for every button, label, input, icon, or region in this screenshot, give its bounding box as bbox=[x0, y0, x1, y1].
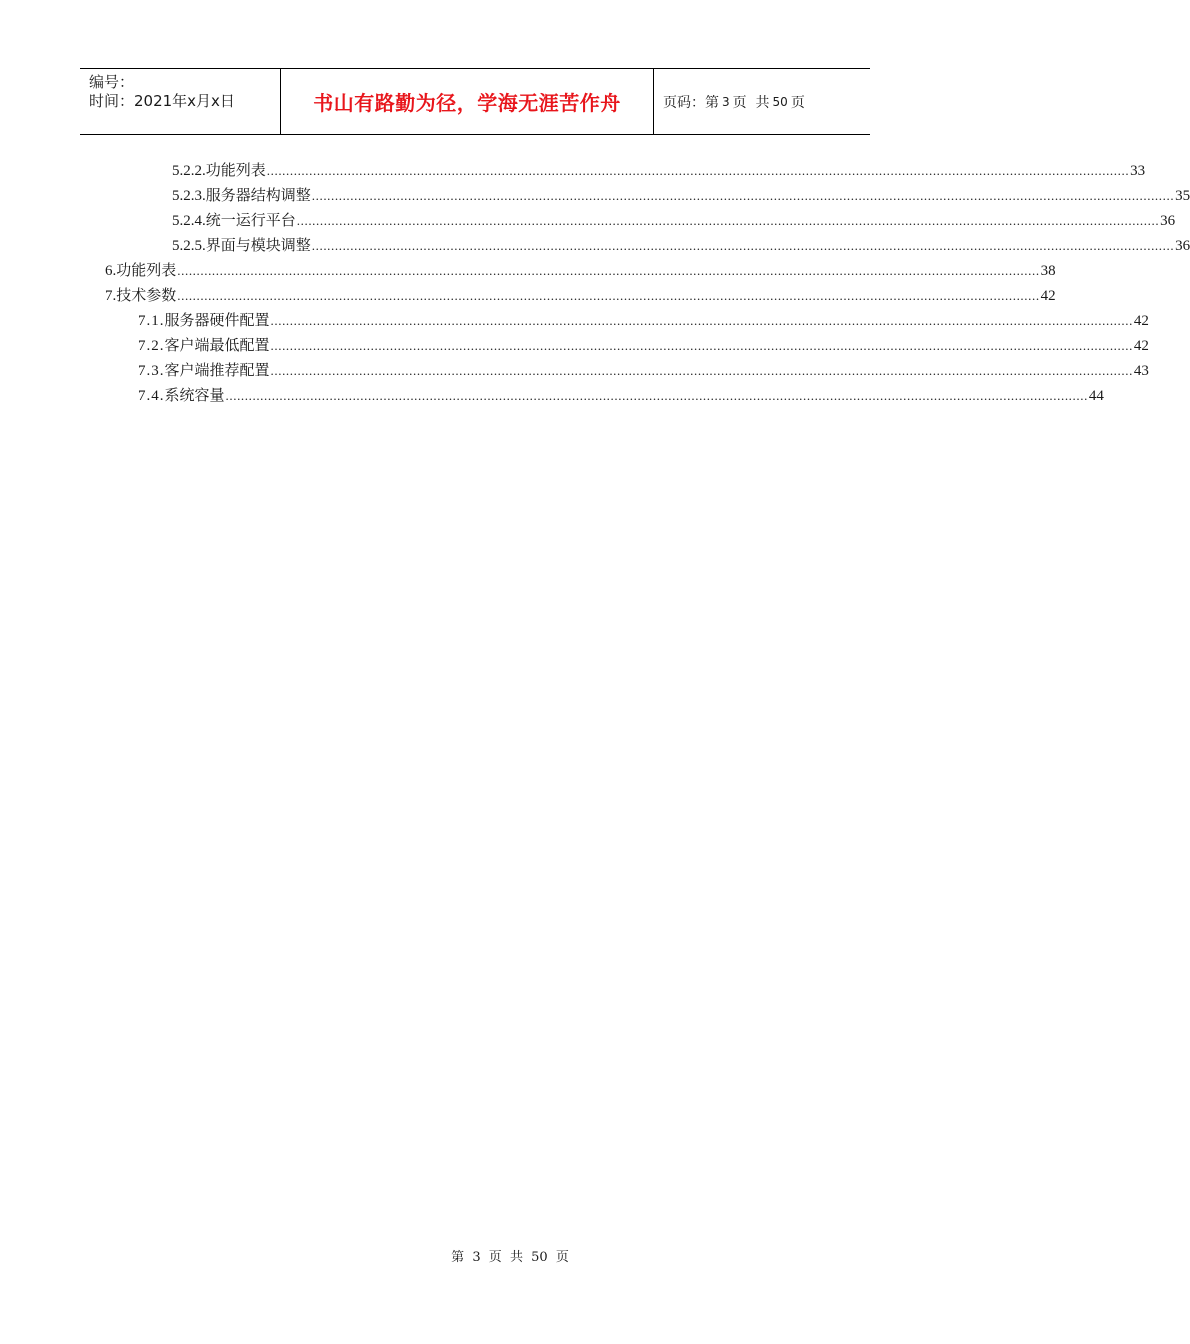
toc-entry-title: 服务器结构调整 bbox=[205, 186, 311, 204]
toc-entry-number: 7.2. bbox=[138, 338, 165, 354]
toc-dot-leader: ................................................................................................................................................................................................................................ bbox=[296, 213, 1160, 228]
toc-entry-number: 7.3. bbox=[138, 363, 165, 379]
toc-entry-title: 技术参数 bbox=[116, 286, 177, 304]
toc-entry-page: 44 bbox=[1088, 388, 1104, 404]
toc-dot-leader: ................................................................................................................................................................................................................................ bbox=[270, 313, 1133, 328]
toc-entry[interactable] bbox=[105, 258, 1056, 282]
header-page-prefix: 页码：第 bbox=[663, 94, 719, 111]
toc-entry-number: 6. bbox=[105, 263, 117, 279]
toc-entry[interactable] bbox=[172, 183, 1190, 207]
toc-entry[interactable] bbox=[138, 308, 1149, 332]
toc-entry-number: 5.2.4. bbox=[172, 213, 206, 229]
toc-entry[interactable] bbox=[172, 233, 1190, 257]
toc-entry-number: 5.2.3. bbox=[172, 188, 206, 204]
document-number-label: 编号： bbox=[89, 73, 135, 91]
toc-entry-title: 客户端推荐配置 bbox=[164, 361, 270, 379]
toc-entry-number: 5.2.5. bbox=[172, 238, 206, 254]
toc-entry[interactable] bbox=[105, 283, 1056, 307]
footer-mid: 页 共 bbox=[488, 1250, 523, 1265]
toc-entry-title: 界面与模块调整 bbox=[205, 236, 311, 254]
toc-entry-title: 服务器硬件配置 bbox=[164, 311, 270, 329]
footer-page-total: 50 bbox=[531, 1250, 548, 1265]
toc-entry[interactable] bbox=[138, 333, 1149, 357]
header-meta-cell bbox=[80, 69, 281, 134]
document-date-label: 时间：2021年x月x日 bbox=[89, 92, 235, 110]
toc-dot-leader: ................................................................................................................................................................................................................................ bbox=[311, 188, 1175, 203]
toc-entry-page: 38 bbox=[1040, 263, 1056, 279]
toc-entry-page: 36 bbox=[1160, 213, 1176, 229]
toc-dot-leader: ................................................................................................................................................................................................................................ bbox=[266, 163, 1130, 178]
toc-entry-number: 7. bbox=[105, 288, 117, 304]
toc-entry-title: 客户端最低配置 bbox=[164, 336, 270, 354]
toc-dot-leader: ................................................................................................................................................................................................................................ bbox=[177, 288, 1040, 303]
toc-dot-leader: ................................................................................................................................................................................................................................ bbox=[177, 263, 1040, 278]
footer-suffix: 页 bbox=[555, 1250, 569, 1265]
toc-entry[interactable] bbox=[172, 158, 1146, 182]
page-footer bbox=[0, 1246, 950, 1265]
header-page-indicator bbox=[654, 69, 870, 134]
toc-entry-title: 功能列表 bbox=[116, 261, 177, 279]
header-page-mid: 页 共 bbox=[732, 94, 770, 111]
toc-entry-page: 42 bbox=[1040, 288, 1056, 304]
toc-dot-leader: ................................................................................................................................................................................................................................ bbox=[270, 338, 1133, 353]
footer-page-current: 3 bbox=[472, 1250, 481, 1265]
toc-entry-page: 42 bbox=[1133, 313, 1149, 329]
toc-entry[interactable] bbox=[138, 358, 1149, 382]
toc-dot-leader: ................................................................................................................................................................................................................................ bbox=[225, 388, 1088, 403]
toc-entry-page: 42 bbox=[1133, 338, 1149, 354]
footer-prefix: 第 bbox=[451, 1250, 465, 1265]
toc-entry[interactable] bbox=[172, 208, 1176, 232]
toc-dot-leader: ................................................................................................................................................................................................................................ bbox=[270, 363, 1133, 378]
toc-entry-page: 35 bbox=[1175, 188, 1190, 204]
toc-entry-number: 7.1. bbox=[138, 313, 165, 329]
toc-entry-title: 统一运行平台 bbox=[205, 211, 296, 229]
header-page-current: 3 bbox=[722, 94, 730, 109]
header-page-suffix: 页 bbox=[790, 94, 805, 111]
header-motto: 书山有路勤为径，学海无涯苦作舟 bbox=[281, 69, 654, 134]
header-page-total: 50 bbox=[772, 94, 788, 109]
toc-entry-number: 7.4. bbox=[138, 388, 165, 404]
toc-dot-leader: ................................................................................................................................................................................................................................ bbox=[311, 238, 1175, 253]
toc-entry-title: 系统容量 bbox=[164, 386, 225, 404]
toc-entry-number: 5.2.2. bbox=[172, 163, 206, 179]
toc-entry[interactable] bbox=[138, 383, 1104, 407]
toc-entry-page: 36 bbox=[1175, 238, 1190, 254]
toc-entry-page: 33 bbox=[1130, 163, 1146, 179]
toc-entry-title: 功能列表 bbox=[205, 161, 266, 179]
toc-entry-page: 43 bbox=[1133, 363, 1149, 379]
page-header bbox=[80, 68, 870, 135]
